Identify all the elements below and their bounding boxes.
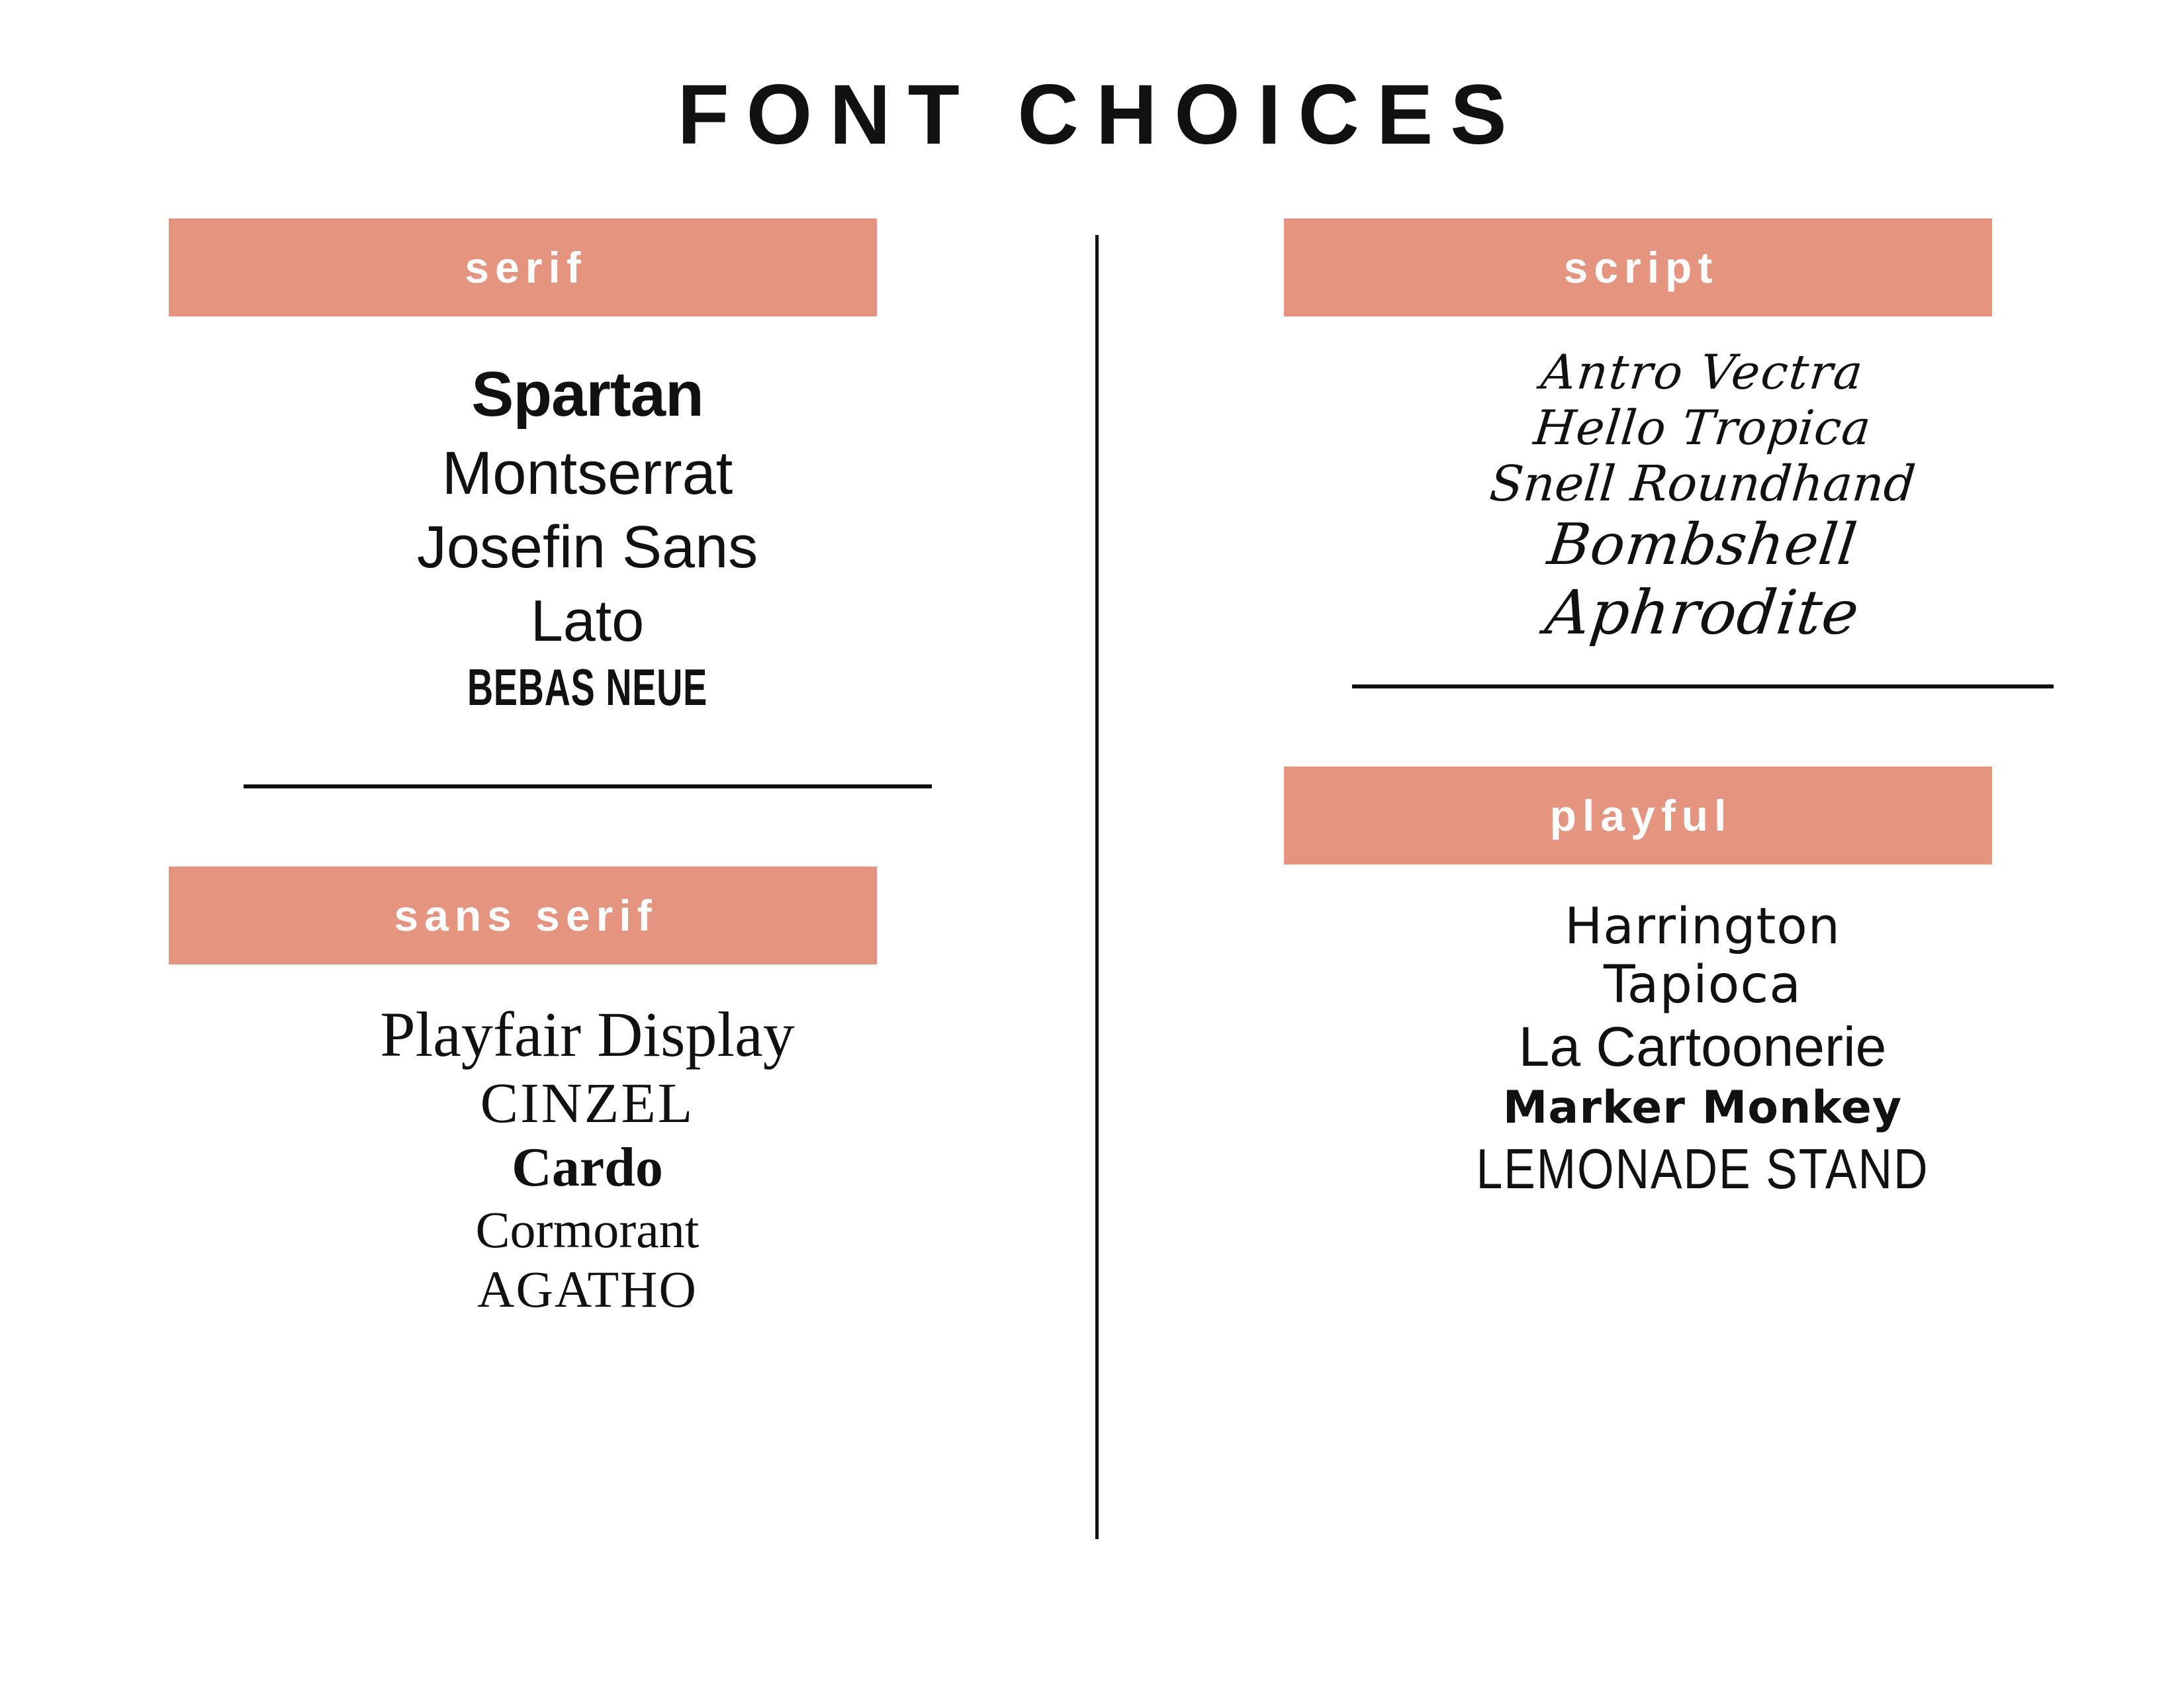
font-list-serif [169, 316, 1006, 716]
page-title: FONT CHOICES [677, 68, 1524, 162]
section-divider-right [1352, 684, 2054, 688]
category-label-script: script [1563, 243, 1719, 292]
category-banner-playful [1284, 767, 1992, 865]
section-script [1284, 218, 2121, 688]
column-left [0, 218, 1092, 1595]
font-sample: Playfair Display [380, 998, 795, 1070]
category-label-sans-serif: sans serif [394, 890, 658, 940]
font-sample: Antro Vectra [1538, 344, 1867, 400]
category-label-serif: serif [465, 243, 587, 292]
font-sample: Josefin Sans [416, 514, 758, 581]
section-sans-serif [169, 867, 1006, 1318]
font-list-script [1284, 316, 2121, 649]
font-sample: Spartan [471, 359, 704, 430]
section-playful [1284, 767, 2121, 1201]
category-banner-script [1284, 218, 1992, 316]
section-serif [169, 218, 1006, 788]
category-label-playful: playful [1549, 790, 1733, 840]
font-sample: Hello Tropica [1531, 399, 1874, 455]
font-sample: CINZEL [480, 1071, 695, 1135]
font-sample: Montserrat [441, 439, 733, 507]
font-list-sans-serif [169, 964, 1006, 1318]
font-sample: Harrington [1565, 896, 1841, 955]
font-sample: Bombshell [1544, 512, 1861, 579]
font-sample: Lato [530, 588, 645, 654]
font-sample: Cormorant [475, 1200, 700, 1258]
font-sample: Cardo [512, 1137, 663, 1199]
section-divider-left [244, 784, 932, 788]
font-sample: Aphrodite [1541, 577, 1864, 649]
font-sample: BEBAS NEUE [467, 658, 708, 716]
category-banner-serif [169, 218, 877, 316]
font-sample: LEMONADE STAND [1476, 1137, 1929, 1201]
font-sample: Tapioca [1603, 955, 1802, 1015]
font-sample: Marker Monkey [1502, 1081, 1903, 1134]
column-right [1092, 218, 2184, 1595]
font-sample: La Cartoonerie [1518, 1015, 1887, 1078]
font-list-playful [1284, 865, 2121, 1201]
font-sample: Snell Roundhand [1487, 455, 1918, 512]
font-sample: AGATHO [477, 1260, 698, 1319]
columns-grid [0, 218, 2184, 1595]
category-banner-sans-serif [169, 867, 877, 964]
